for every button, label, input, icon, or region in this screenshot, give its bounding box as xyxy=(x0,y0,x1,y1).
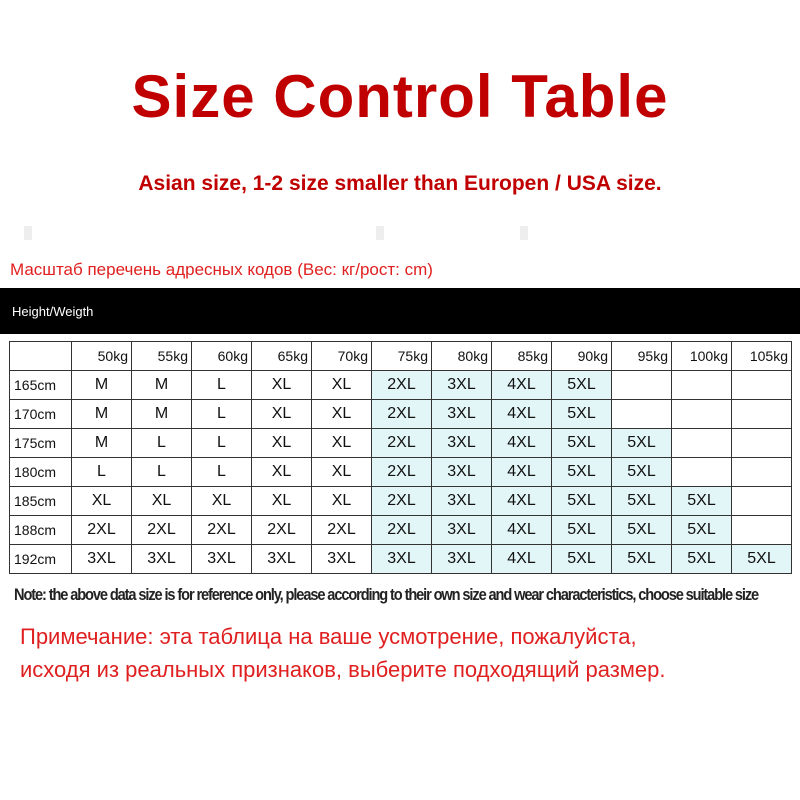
size-cell: M xyxy=(132,371,192,400)
size-cell: XL xyxy=(252,400,312,429)
table-row xyxy=(10,400,792,429)
size-cell: L xyxy=(192,429,252,458)
size-cell: 3XL xyxy=(312,545,372,574)
size-cell: XL xyxy=(252,487,312,516)
size-cell: 5XL xyxy=(612,516,672,545)
weight-header: 105kg xyxy=(732,342,792,371)
size-cell: M xyxy=(72,371,132,400)
size-cell xyxy=(672,429,732,458)
size-cell: 2XL xyxy=(132,516,192,545)
size-cell: 3XL xyxy=(432,545,492,574)
size-cell: 5XL xyxy=(552,545,612,574)
weight-header: 90kg xyxy=(552,342,612,371)
size-cell xyxy=(672,400,732,429)
corner-cell xyxy=(10,342,72,371)
size-cell xyxy=(732,429,792,458)
header-bar xyxy=(0,288,800,334)
size-cell: XL xyxy=(252,429,312,458)
weight-header: 100kg xyxy=(672,342,732,371)
subtitle: Asian size, 1-2 size smaller than Europen / USA size. xyxy=(138,172,662,195)
size-cell: M xyxy=(72,400,132,429)
size-cell xyxy=(732,458,792,487)
size-cell: 4XL xyxy=(492,400,552,429)
size-cell: 5XL xyxy=(672,545,732,574)
table-row xyxy=(10,371,792,400)
size-cell: M xyxy=(72,429,132,458)
size-cell xyxy=(612,371,672,400)
size-cell: 3XL xyxy=(432,400,492,429)
size-cell: 5XL xyxy=(552,458,612,487)
size-cell: 5XL xyxy=(672,516,732,545)
table-row xyxy=(10,458,792,487)
size-cell: 2XL xyxy=(372,429,432,458)
size-cell: XL xyxy=(252,458,312,487)
height-label: 165cm xyxy=(10,371,72,400)
table-row xyxy=(10,516,792,545)
note-russian-line-2: исходя из реальных признаков, выберите подходящий размер. xyxy=(20,657,666,682)
faint-ruler-decoration xyxy=(20,226,780,240)
height-label: 192cm xyxy=(10,545,72,574)
size-cell: 5XL xyxy=(612,429,672,458)
size-cell xyxy=(732,516,792,545)
size-cell: L xyxy=(192,400,252,429)
size-cell xyxy=(612,400,672,429)
size-cell: 3XL xyxy=(432,371,492,400)
size-cell: L xyxy=(192,458,252,487)
size-cell: 2XL xyxy=(372,371,432,400)
size-cell: 5XL xyxy=(552,371,612,400)
size-cell: L xyxy=(132,429,192,458)
table-row xyxy=(10,545,792,574)
size-cell: M xyxy=(132,400,192,429)
size-cell: XL xyxy=(312,487,372,516)
page-title: Size Control Table xyxy=(131,63,669,130)
size-cell: 2XL xyxy=(372,458,432,487)
size-cell: 5XL xyxy=(612,487,672,516)
note-russian-line-1: Примечание: эта таблица на ваше усмотрение, пожалуйста, xyxy=(20,624,637,649)
weight-header: 80kg xyxy=(432,342,492,371)
size-cell: 5XL xyxy=(612,458,672,487)
size-cell: 3XL xyxy=(252,545,312,574)
size-cell: 2XL xyxy=(72,516,132,545)
size-cell: XL xyxy=(72,487,132,516)
size-cell: 3XL xyxy=(432,458,492,487)
size-cell: 4XL xyxy=(492,516,552,545)
height-label: 170cm xyxy=(10,400,72,429)
size-cell xyxy=(732,400,792,429)
size-cell: 4XL xyxy=(492,429,552,458)
height-label: 188cm xyxy=(10,516,72,545)
size-cell: L xyxy=(132,458,192,487)
weight-header: 55kg xyxy=(132,342,192,371)
size-cell: 3XL xyxy=(432,487,492,516)
size-cell: L xyxy=(72,458,132,487)
size-cell: XL xyxy=(132,487,192,516)
size-cell: XL xyxy=(252,371,312,400)
size-cell: XL xyxy=(312,458,372,487)
size-table xyxy=(9,341,792,574)
weight-header: 65kg xyxy=(252,342,312,371)
size-cell: 3XL xyxy=(192,545,252,574)
table-row xyxy=(10,429,792,458)
weight-header: 70kg xyxy=(312,342,372,371)
size-cell: 5XL xyxy=(552,487,612,516)
russian-scale-caption: Масштаб перечень адресных кодов (Вес: кг/рост: cm) xyxy=(10,260,433,279)
weight-header: 60kg xyxy=(192,342,252,371)
size-cell xyxy=(672,458,732,487)
size-cell: 3XL xyxy=(432,429,492,458)
size-cell: 5XL xyxy=(612,545,672,574)
size-cell: 2XL xyxy=(252,516,312,545)
size-cell xyxy=(732,371,792,400)
size-cell xyxy=(732,487,792,516)
size-cell: 3XL xyxy=(432,516,492,545)
size-cell: 2XL xyxy=(372,400,432,429)
header-bar-label: Height/Weigth xyxy=(12,304,94,319)
note-english: Note: the above data size is for reference only, please according to their own size and wear characteristics, choose suitable size xyxy=(14,585,759,604)
weight-header: 50kg xyxy=(72,342,132,371)
size-cell: 3XL xyxy=(132,545,192,574)
size-cell: 4XL xyxy=(492,487,552,516)
size-cell: 5XL xyxy=(732,545,792,574)
weight-header: 95kg xyxy=(612,342,672,371)
size-cell: L xyxy=(192,371,252,400)
size-cell: 4XL xyxy=(492,371,552,400)
size-cell: XL xyxy=(312,371,372,400)
size-cell: 3XL xyxy=(72,545,132,574)
size-cell: 5XL xyxy=(552,429,612,458)
size-cell: 3XL xyxy=(372,545,432,574)
weight-header: 75kg xyxy=(372,342,432,371)
size-cell: 2XL xyxy=(192,516,252,545)
size-cell: 5XL xyxy=(552,516,612,545)
size-cell: 5XL xyxy=(672,487,732,516)
size-cell: XL xyxy=(312,400,372,429)
size-cell: 2XL xyxy=(372,487,432,516)
size-cell: 5XL xyxy=(552,400,612,429)
height-label: 180cm xyxy=(10,458,72,487)
table-row xyxy=(10,487,792,516)
size-cell xyxy=(672,371,732,400)
size-cell: 2XL xyxy=(372,516,432,545)
size-cell: 4XL xyxy=(492,458,552,487)
note-russian xyxy=(20,620,666,686)
height-label: 175cm xyxy=(10,429,72,458)
height-label: 185cm xyxy=(10,487,72,516)
size-cell: XL xyxy=(312,429,372,458)
size-cell: 4XL xyxy=(492,545,552,574)
size-cell: 2XL xyxy=(312,516,372,545)
table-header-row xyxy=(10,342,792,371)
size-cell: XL xyxy=(192,487,252,516)
weight-header: 85kg xyxy=(492,342,552,371)
